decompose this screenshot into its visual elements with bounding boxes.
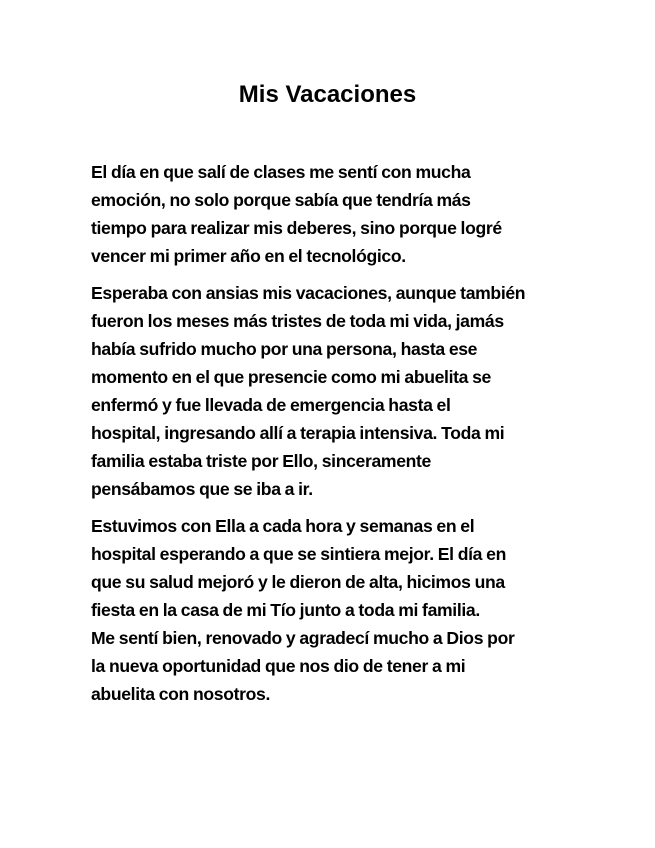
- text-line: fiesta en la casa de mi Tío junto a toda mi familia.: [91, 600, 480, 620]
- text-line: enfermó y fue llevada de emergencia hasta el: [91, 395, 451, 415]
- text-line: emoción, no solo porque sabía que tendría más: [91, 190, 471, 210]
- paragraph-1: [91, 158, 571, 270]
- text-line: vencer mi primer año en el tecnológico.: [91, 246, 406, 266]
- paragraph-3: [91, 512, 571, 708]
- text-line: abuelita con nosotros.: [91, 684, 270, 704]
- text-line: había sufrido mucho por una persona, hasta ese: [91, 339, 478, 359]
- text-line: la nueva oportunidad que nos dio de tener a mi: [91, 656, 466, 676]
- text-line: hospital, ingresando allí a terapia intensiva. Toda mi: [91, 423, 505, 443]
- text-line: Esperaba con ansias mis vacaciones, aunque también: [91, 283, 526, 303]
- document-body: [91, 158, 571, 717]
- text-line: tiempo para realizar mis deberes, sino porque logré: [91, 218, 502, 238]
- text-line: hospital esperando a que se sintiera mejor. El día en: [91, 544, 506, 564]
- text-line: fueron los meses más tristes de toda mi vida, jamás: [91, 311, 504, 331]
- text-line: momento en el que presencie como mi abuelita se: [91, 367, 491, 387]
- text-line: Me sentí bien, renovado y agradecí mucho a Dios por: [91, 628, 515, 648]
- text-line: Estuvimos con Ella a cada hora y semanas en el: [91, 516, 475, 536]
- text-line: El día en que salí de clases me sentí con mucha: [91, 162, 471, 182]
- text-line: pensábamos que se iba a ir.: [91, 479, 313, 499]
- paragraph-2: [91, 279, 571, 503]
- document-title: Mis Vacaciones: [238, 81, 417, 108]
- text-line: familia estaba triste por Ello, sinceramente: [91, 451, 431, 471]
- text-line: que su salud mejoró y le dieron de alta, hicimos una: [91, 572, 505, 592]
